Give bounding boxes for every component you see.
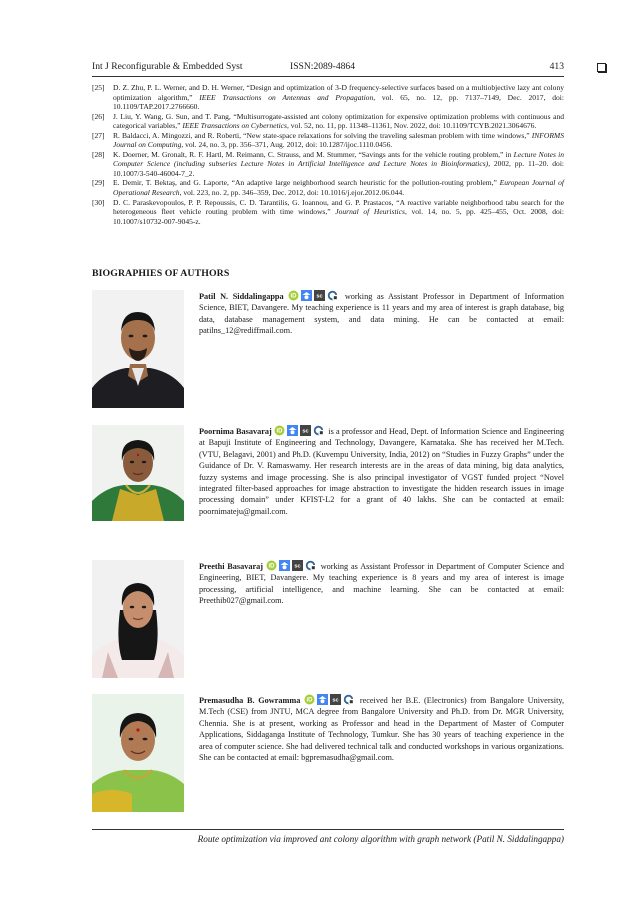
author-bio (92, 290, 564, 414)
scholar-icon[interactable] (287, 425, 298, 436)
orcid-icon[interactable] (304, 694, 315, 705)
reference-item: [29] E. Demir, T. Bektaş, and G. Laporte, “An adaptive large neighborhood search heuristic for the pollution-routing problem,” European Journal of Operational Research, vol. 223, no. 2, pp. 346–359, Dec. 2012, doi: 10.1016/j.ejor.2012.06.044. (92, 178, 564, 198)
svg-text:iD: iD (290, 293, 297, 300)
author-name: Poornima Basavaraj (199, 427, 272, 436)
scopus-icon[interactable] (330, 694, 341, 705)
author-name: Preethi Basavaraj (199, 562, 264, 571)
author-photo (92, 694, 184, 812)
orcid-icon[interactable] (274, 425, 285, 436)
bio-text (199, 560, 564, 607)
page-number: 413 (549, 61, 564, 72)
running-header (92, 60, 564, 74)
reference-item: [30] D. C. Paraskevopoulos, P. P. Repoussis, C. D. Tarantilis, G. Ioannou, and G. P. Prastacos, “A reactive variable neighborhood tabu search for the heterogeneous fleet vehicle routing problem with time windows,” Journal of Heuristics, vol. 14, no. 5, pp. 425–455, Oct. 2008, doi: 10.1007/s10732-007-9045-z. (92, 197, 564, 226)
scholar-icon[interactable] (301, 290, 312, 301)
author-name: Patil N. Siddalingappa (199, 292, 284, 301)
author-bio (92, 425, 564, 549)
bio-description: received her B.E. (Electronics) from Bangalore University, M.Tech (CSE) from JNTU, MCA degree from Bangalore University and Ph.D. from Dr. MGR University, Chennia. She is at present, working as Professor and head in the Department of Master of Computer Applications, Siddaganga Institute of Technology, Tumkur. She has 30 years of teaching experience in the area of computer science. She had delivered technical talk and conducted workshops in various organizations. She can be contacted at email: bgpremasudha@gmail.com. (199, 696, 565, 763)
running-footer: Route optimization via improved ant colony algorithm with graph network (Patil N. Siddalingappa) (197, 834, 564, 844)
svg-text:sc: sc (316, 293, 323, 300)
author-bio (92, 694, 564, 818)
bio-text (199, 425, 564, 517)
reference-item: [26] J. Liu, Y. Wang, G. Sun, and T. Pang, “Multisurrogate-assisted ant colony optimization for expensive optimization problems with continuous and categorical variables,” IEEE Transactions on Cybernetics, vol. 52, no. 11, pp. 11348–11361, Nov. 2022, doi: 10.1109/TCYB.2021.3064676. (92, 111, 564, 131)
scopus-icon[interactable] (292, 560, 303, 571)
author-bio (92, 560, 564, 684)
orcid-icon[interactable] (266, 560, 277, 571)
bio-description: working as Assistant Professor in Department of Computer Science and Engineering, BIET, Davangere. My teaching experience is 8 years and my area of interest is image processing, artificial intelligence, and machine learning. She can be contacted at email: Preethib027@gmail.com. (199, 562, 565, 606)
square-icon (597, 63, 606, 72)
author-photo (92, 425, 184, 521)
bio-text (199, 694, 564, 763)
reference-item: [28] K. Doerner, M. Gronalt, R. F. Hartl, M. Reimann, C. Strauss, and M. Stummer, “Savings ants for the vehicle routing problem,” in Lecture Notes in Computer Science (including subseries Lecture Notes in Artificial Intelligence and Lecture Notes in Bioinformatics), 2002, pp. 11–20. doi: 10.1007/3-540-46004-7_2. (92, 149, 565, 178)
reference-list (92, 83, 564, 226)
footer-rule (92, 829, 564, 830)
section-heading: BIOGRAPHIES OF AUTHORS (92, 268, 230, 279)
bio-text (199, 290, 564, 337)
header-rule (92, 76, 564, 77)
reference-item: [25] D. Z. Zhu, P. L. Werner, and D. H. Werner, “Design and optimization of 3-D frequency-selective surfaces based on a multiobjective lazy ant colony optimization algorithm,” IEEE Transactions on Antennas and Propagation, vol. 65, no. 12, pp. 7137–7149, Dec. 2017, doi: 10.1109/TAP.2017.2766660. (92, 83, 564, 112)
svg-text:sc: sc (294, 563, 301, 570)
author-photo (92, 560, 184, 678)
journal-name: Int J Reconfigurable & Embedded Syst (92, 61, 243, 72)
publons-icon[interactable] (343, 694, 354, 705)
svg-text:sc: sc (332, 697, 339, 704)
bio-description: working as Assistant Professor in Department of Information Science, BIET, Davangere. My teaching experience is 11 years and my area of interest is graph database, big data, database management system, and data mining. He can be contacted at email: patilns_12@rediffmail.com. (199, 292, 565, 336)
publons-icon[interactable] (327, 290, 338, 301)
author-photo (92, 290, 184, 408)
reference-item: [27] R. Baldacci, A. Mingozzi, and R. Roberti, “New state-space relaxations for solving the traveling salesman problem with time windows,” INFORMS Journal on Computing, vol. 24, no. 3, pp. 356–371, Aug. 2012, doi: 10.1287/ijoc.1110.0456. (92, 130, 564, 150)
svg-text:iD: iD (268, 563, 275, 570)
scopus-icon[interactable] (300, 425, 311, 436)
bio-description: is a professor and Head, Dept. of Information Science and Engineering at Bapuji Institute of Engineering and Technology, Davangere, Karnataka. She has received her M.Tech. (VTU, Belagavi, 2001) and Ph.D. (Kuvempu University, India, 2012) on “Studies in Fuzzy Graphs” under the Guidance of Dr. V. Ramaswamy. Her research interests are in the areas of data mining, big data analytics, fuzzy systems and image processing. She is also principal investigator of VGST funded project “Novel integrated filter-based approaches for image abstraction to investigate the hidden research issues in image processing domain” under KFIST-L2 for a grant of 40 lakhs. She can be contacted at email: poornimateju@gmail.com. (199, 427, 565, 516)
author-name: Premasudha B. Gowramma (199, 696, 301, 705)
scholar-icon[interactable] (279, 560, 290, 571)
publons-icon[interactable] (313, 425, 324, 436)
svg-text:sc: sc (302, 428, 309, 435)
publons-icon[interactable] (305, 560, 316, 571)
issn: ISSN:2089-4864 (290, 61, 356, 72)
orcid-icon[interactable] (288, 290, 299, 301)
svg-text:iD: iD (276, 428, 283, 435)
scopus-icon[interactable] (314, 290, 325, 301)
scholar-icon[interactable] (317, 694, 328, 705)
svg-text:iD: iD (306, 697, 313, 704)
